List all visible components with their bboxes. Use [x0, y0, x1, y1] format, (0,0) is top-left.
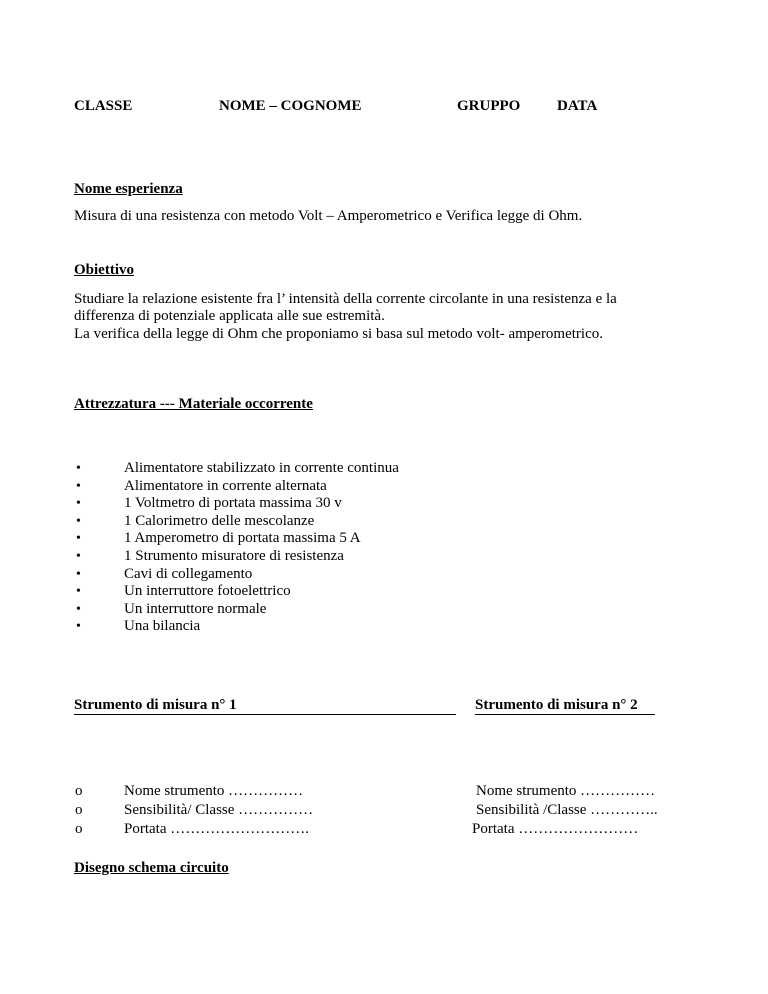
list-item: • 1 Amperometro di portata massima 5 A — [74, 530, 399, 548]
obiettivo-heading: Obiettivo — [74, 262, 134, 278]
obiettivo-line-1: Studiare la relazione esistente fra l’ intensità della corrente circolante in una resistenza e la — [74, 291, 617, 307]
list-item: • Alimentatore stabilizzato in corrente continua — [74, 460, 399, 478]
nome-esperienza-heading: Nome esperienza — [74, 181, 183, 197]
circle-bullet-icon: o — [75, 783, 83, 799]
header-data: DATA — [557, 98, 598, 114]
obiettivo-line-2: differenza di potenziale applicata alle sue estremità. — [74, 308, 385, 324]
circle-bullet-icon: o — [75, 821, 83, 837]
attrezzatura-heading: Attrezzatura --- Materiale occorrente — [74, 396, 313, 412]
list-item: • Un interruttore fotoelettrico — [74, 583, 399, 601]
list-item: • 1 Voltmetro di portata massima 30 v — [74, 495, 399, 513]
strumento-1-list — [74, 782, 313, 839]
disegno-heading: Disegno schema circuito — [74, 860, 229, 876]
list-item: Sensibilità /Classe ………….. — [476, 802, 658, 818]
list-item: • Una bilancia — [74, 618, 399, 636]
header-classe: CLASSE — [74, 98, 133, 114]
strumento-1-underline — [74, 714, 456, 715]
nome-esperienza-text: Misura di una resistenza con metodo Volt – Amperometrico e Verifica legge di Ohm. — [74, 208, 583, 224]
list-item: o Portata ………………………. — [75, 821, 309, 837]
list-item: o Sensibilità/ Classe …………… — [75, 802, 314, 818]
list-item: Portata …………………… — [472, 821, 639, 837]
attrezzatura-list — [74, 460, 399, 636]
list-item: • 1 Strumento misuratore di resistenza — [74, 548, 399, 566]
circle-bullet-icon: o — [75, 802, 83, 818]
list-item: Nome strumento …………… — [476, 783, 656, 799]
header-nome-cognome: NOME – COGNOME — [219, 98, 362, 114]
list-item: • Un interruttore normale — [74, 601, 399, 619]
strumento-2-list — [472, 782, 658, 839]
strumento-2-underline — [475, 714, 655, 715]
list-item: o Nome strumento …………… — [75, 783, 304, 799]
list-item: • 1 Calorimetro delle mescolanze — [74, 513, 399, 531]
list-item: • Alimentatore in corrente alternata — [74, 478, 399, 496]
obiettivo-line-3: La verifica della legge di Ohm che proponiamo si basa sul metodo volt- amperometrico. — [74, 326, 603, 342]
strumento-2-heading: Strumento di misura n° 2 — [475, 697, 638, 713]
header-gruppo: GRUPPO — [457, 98, 521, 114]
list-item: • Cavi di collegamento — [74, 566, 399, 584]
strumento-1-heading: Strumento di misura n° 1 — [74, 697, 237, 713]
